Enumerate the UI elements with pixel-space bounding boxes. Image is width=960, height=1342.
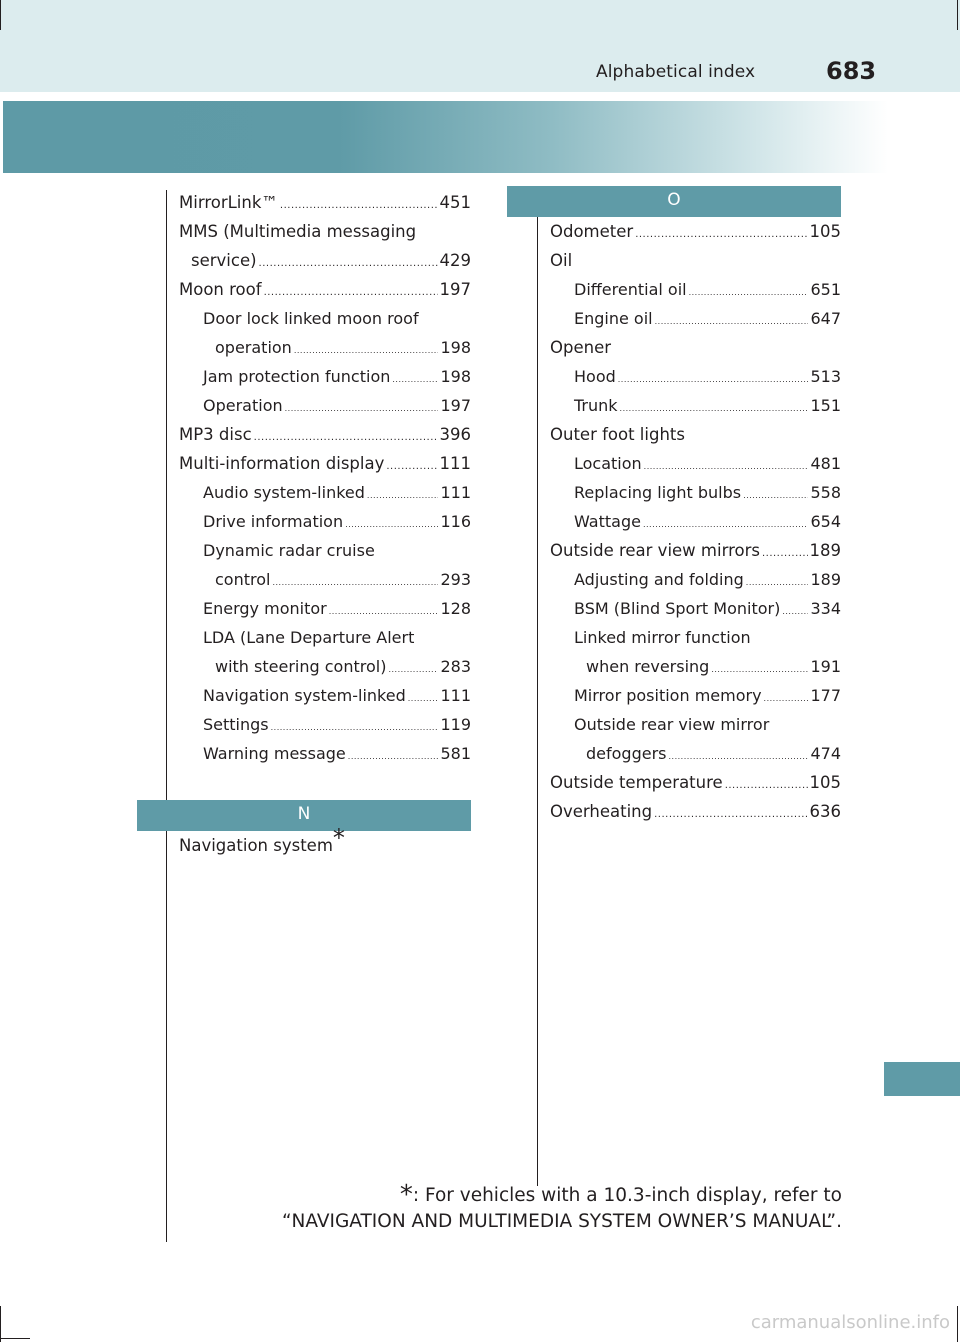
index-entry [550, 739, 841, 768]
footnote-star-icon: * [399, 1180, 413, 1210]
dot-leader [782, 597, 808, 626]
index-entry [179, 304, 471, 333]
dot-leader [711, 655, 808, 684]
dot-leader [764, 684, 809, 713]
entry-text: with steering control) [215, 657, 387, 676]
index-entry [179, 449, 471, 478]
entry-text: Overheating [550, 802, 653, 821]
index-entry [179, 507, 471, 536]
entry-text: Multi-information display [179, 454, 385, 473]
entry-page-number: 197 [439, 280, 471, 299]
index-entry [179, 275, 471, 304]
index-entry [179, 536, 471, 565]
dot-leader [669, 742, 809, 771]
entry-text: Mirror position memory [574, 686, 762, 705]
dot-leader [285, 394, 439, 423]
dot-leader [689, 278, 809, 307]
entry-text: defoggers [586, 744, 667, 763]
entry-text: Door lock linked moon roof [203, 309, 419, 328]
entry-page-number: 151 [810, 396, 841, 415]
letter-header-n: N [137, 800, 471, 831]
watermark: carmanualsonline.info [750, 1312, 950, 1333]
entry-page-number: 636 [809, 802, 841, 821]
index-entry [550, 565, 841, 594]
crop-mark [0, 0, 1, 30]
dot-leader [272, 568, 438, 597]
page-number: 683 [826, 57, 877, 85]
index-entry [550, 362, 841, 391]
entry-page-number: 105 [809, 773, 841, 792]
entry-text: control [215, 570, 271, 589]
index-entry [179, 710, 471, 739]
letter-header-o: O [507, 186, 841, 217]
index-entry [550, 623, 841, 652]
entry-text: Opener [550, 338, 612, 357]
index-entry [550, 652, 841, 681]
dot-leader [329, 597, 439, 626]
entry-text: MMS (Multimedia messaging [179, 222, 417, 241]
entry-text: service) [191, 251, 257, 270]
entry-page-number: 198 [440, 338, 471, 357]
index-entry [179, 420, 471, 449]
entry-text: Settings [203, 715, 269, 734]
left-index-column [179, 188, 471, 768]
footnote-line-2: “NAVIGATION AND MULTIMEDIA SYSTEM OWNER’S MANUAL”. [281, 1211, 842, 1232]
entry-text: Outside rear view mirror [574, 715, 770, 734]
entry-page-number: 111 [440, 686, 471, 705]
entry-page-number: 116 [440, 512, 471, 531]
index-entry [550, 478, 841, 507]
index-entry [550, 536, 841, 565]
index-entry [550, 391, 841, 420]
entry-text: operation [215, 338, 292, 357]
entry-page-number: 198 [440, 367, 471, 386]
entry-text: Moon roof [179, 280, 262, 299]
dot-leader [635, 220, 807, 249]
dot-leader [367, 481, 439, 510]
dot-leader [743, 481, 808, 510]
center-column-rule [537, 190, 538, 1186]
index-entry [550, 246, 841, 275]
dot-leader [271, 713, 439, 742]
entry-page-number: 283 [440, 657, 471, 676]
dot-leader [388, 655, 438, 684]
crop-mark [957, 1306, 958, 1342]
index-entry [550, 420, 841, 449]
header-gradient-band [3, 101, 888, 173]
dot-leader [408, 684, 439, 713]
index-entry [179, 362, 471, 391]
footnote-star-icon: * [332, 824, 345, 852]
index-entry [179, 594, 471, 623]
index-entry [550, 275, 841, 304]
header-background [0, 0, 960, 92]
index-entry [179, 217, 471, 246]
thumb-index-tab [884, 1062, 960, 1096]
crop-mark [0, 1338, 30, 1339]
entry-text: Drive information [203, 512, 344, 531]
index-entry [179, 623, 471, 652]
dot-leader [655, 307, 809, 336]
entry-page-number: 451 [439, 193, 471, 212]
entry-text: Outer foot lights [550, 425, 685, 444]
entry-text: Adjusting and folding [574, 570, 744, 589]
index-entry [550, 681, 841, 710]
index-entry [179, 681, 471, 710]
entry-text: Hood [574, 367, 616, 386]
entry-text: Energy monitor [203, 599, 327, 618]
index-entry [179, 333, 471, 362]
entry-page-number: 191 [810, 657, 841, 676]
dot-leader [618, 365, 809, 394]
dot-leader [644, 452, 809, 481]
entry-page-number: 481 [810, 454, 841, 473]
footnote-line-1: : For vehicles with a 10.3-inch display, refer to [412, 1185, 842, 1206]
entry-text: Wattage [574, 512, 641, 531]
index-entry [550, 333, 841, 362]
n-index-list [179, 824, 471, 860]
entry-text: Dynamic radar cruise [203, 541, 375, 560]
entry-page-number: 651 [810, 280, 841, 299]
entry-page-number: 293 [440, 570, 471, 589]
dot-leader [345, 510, 438, 539]
entry-text: Navigation system [179, 836, 333, 855]
index-entry [179, 478, 471, 507]
index-entry [179, 188, 471, 217]
entry-text: MP3 disc [179, 425, 252, 444]
entry-text: Location [574, 454, 642, 473]
index-entry [550, 710, 841, 739]
entry-page-number: 119 [440, 715, 471, 734]
entry-page-number: 558 [810, 483, 841, 502]
entry-page-number: 111 [439, 454, 471, 473]
dot-leader [620, 394, 809, 423]
entry-text: Warning message [203, 744, 346, 763]
entry-text: Linked mirror function [574, 628, 751, 647]
entry-text: Jam protection function [203, 367, 391, 386]
dot-leader [392, 365, 438, 394]
dot-leader [259, 249, 438, 278]
dot-leader [725, 771, 808, 800]
index-entry [179, 391, 471, 420]
entry-page-number: 334 [810, 599, 841, 618]
index-entry [550, 797, 841, 826]
entry-page-number: 654 [810, 512, 841, 531]
entry-text: when reversing [586, 657, 710, 676]
dot-leader [762, 539, 808, 568]
dot-leader [643, 510, 809, 539]
crop-mark [0, 1306, 1, 1342]
entry-text: LDA (Lane Departure Alert [203, 628, 415, 647]
crop-mark [957, 0, 958, 30]
dot-leader [254, 423, 438, 452]
entry-page-number: 513 [810, 367, 841, 386]
entry-page-number: 105 [809, 222, 841, 241]
entry-text: Navigation system-linked [203, 686, 406, 705]
dot-leader [280, 191, 438, 220]
index-entry [550, 449, 841, 478]
entry-page-number: 197 [440, 396, 471, 415]
index-entry [550, 507, 841, 536]
index-entry [550, 768, 841, 797]
entry-text: Oil [550, 251, 573, 270]
index-entry [179, 652, 471, 681]
entry-text: Operation [203, 396, 283, 415]
entry-text: Odometer [550, 222, 634, 241]
entry-text: Trunk [574, 396, 618, 415]
entry-text: MirrorLink™ [179, 193, 278, 212]
entry-text: Audio system-linked [203, 483, 365, 502]
section-title: Alphabetical index [596, 62, 756, 82]
entry-text: BSM (Blind Sport Monitor) [574, 599, 781, 618]
entry-page-number: 111 [440, 483, 471, 502]
entry-page-number: 647 [810, 309, 841, 328]
index-entry [179, 824, 471, 860]
index-entry [179, 739, 471, 768]
dot-leader [386, 452, 437, 481]
index-entry [550, 594, 841, 623]
dot-leader [264, 278, 438, 307]
entry-page-number: 189 [809, 541, 841, 560]
right-index-column [550, 217, 841, 826]
index-entry [550, 217, 841, 246]
entry-page-number: 581 [440, 744, 471, 763]
footnote [282, 1182, 842, 1235]
entry-text: Engine oil [574, 309, 653, 328]
entry-page-number: 396 [439, 425, 471, 444]
entry-text: Differential oil [574, 280, 687, 299]
entry-text: Outside rear view mirrors [550, 541, 760, 560]
entry-text: Replacing light bulbs [574, 483, 742, 502]
dot-leader [294, 336, 439, 365]
dot-leader [654, 800, 807, 829]
entry-page-number: 128 [440, 599, 471, 618]
entry-page-number: 474 [810, 744, 841, 763]
entry-page-number: 189 [810, 570, 841, 589]
dot-leader [746, 568, 809, 597]
index-entry [550, 304, 841, 333]
index-entry [179, 565, 471, 594]
left-column-rule [166, 190, 167, 1242]
index-entry [179, 246, 471, 275]
dot-leader [348, 742, 439, 771]
entry-page-number: 177 [810, 686, 841, 705]
entry-page-number: 429 [439, 251, 471, 270]
entry-text: Outside temperature [550, 773, 723, 792]
